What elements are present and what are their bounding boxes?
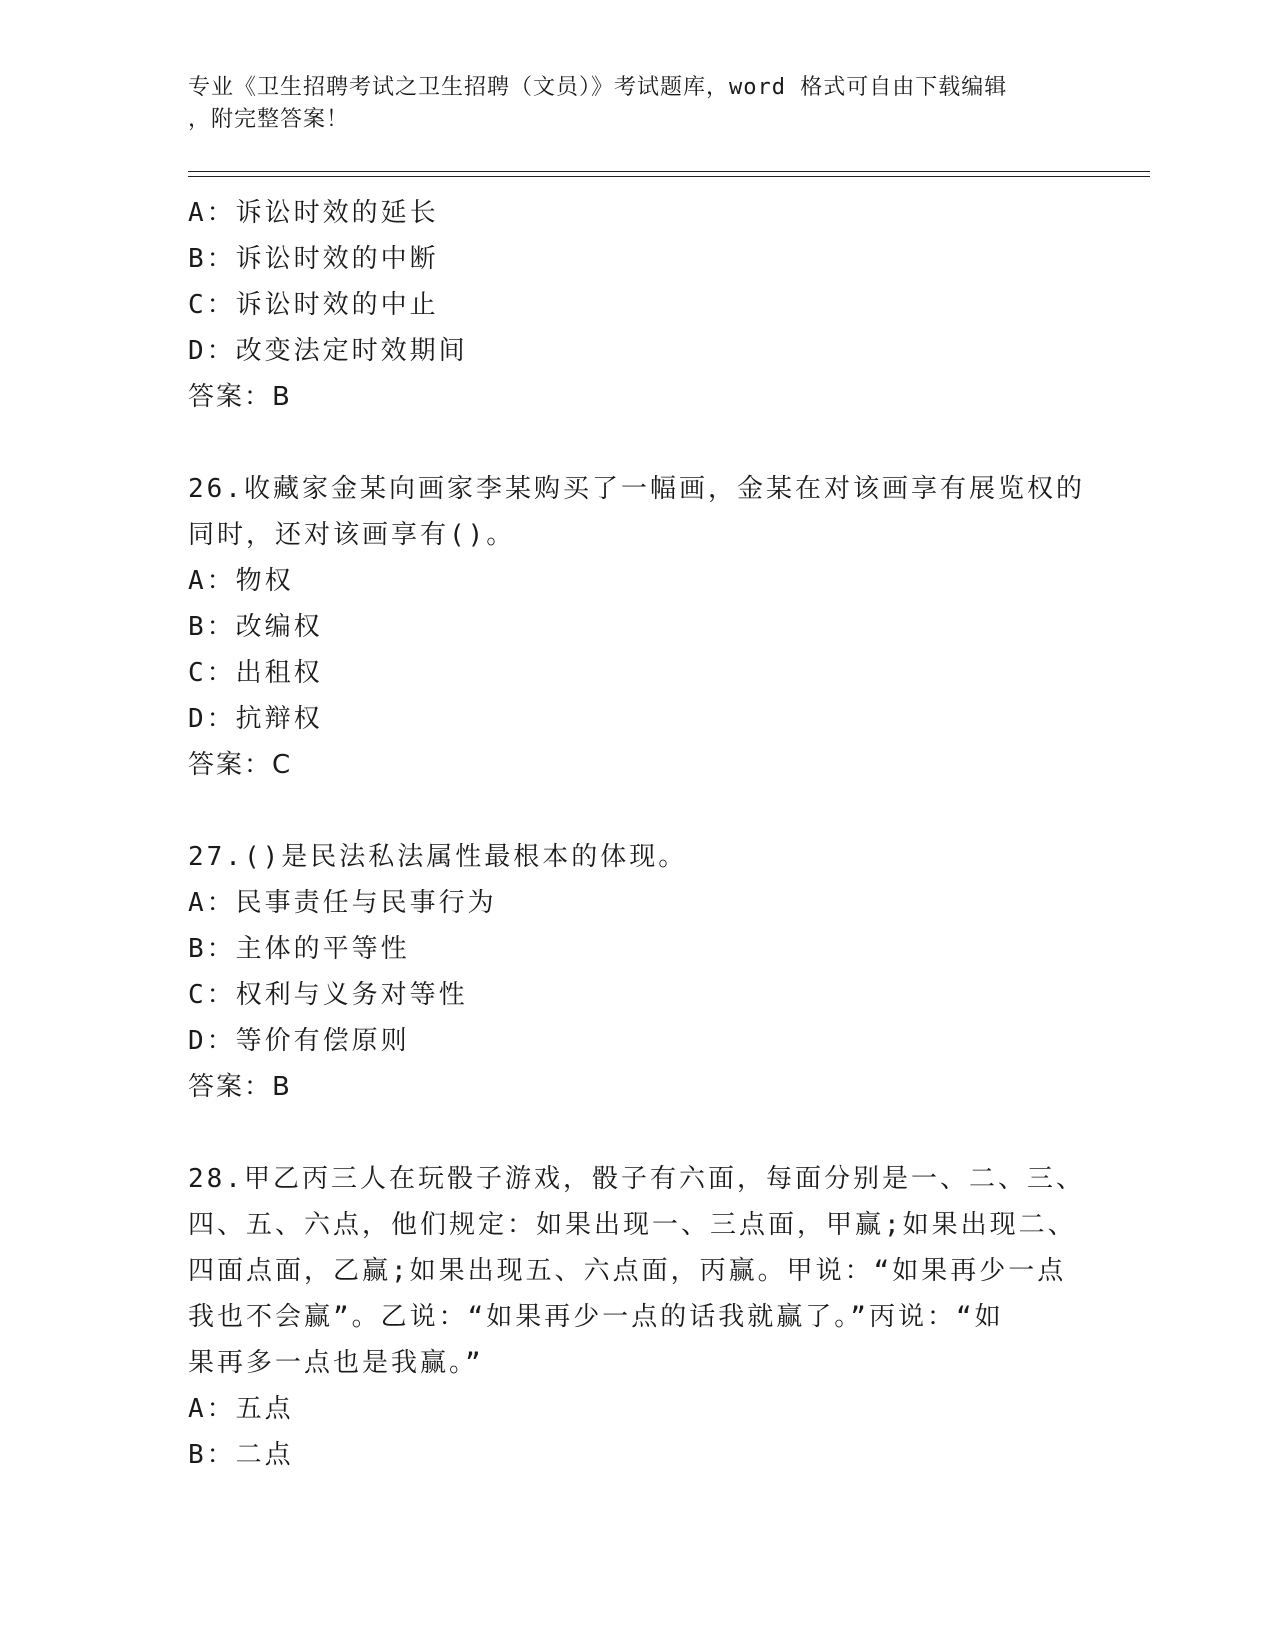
- header-rule-top: [188, 171, 1150, 172]
- option-a: A：民事责任与民事行为: [188, 888, 497, 918]
- answer: 答案：B: [188, 1072, 292, 1102]
- question-stem-line: 果再多一点也是我赢。”: [188, 1348, 484, 1378]
- option-b: B：诉讼时效的中断: [188, 244, 439, 274]
- header-rule-bottom: [188, 176, 1150, 177]
- answer: 答案：C: [188, 750, 293, 780]
- question-stem-line: 同时，还对该画享有()。: [188, 520, 516, 550]
- document-header: [188, 72, 1088, 136]
- question-stem-line: 四面点面，乙赢;如果出现五、六点面，丙赢。甲说：“如果再少一点: [188, 1256, 1067, 1286]
- question-stem-line: 我也不会赢”。乙说：“如果再少一点的话我就赢了。”丙说：“如: [188, 1302, 1004, 1332]
- question-stem-line: 四、五、六点，他们规定：如果出现一、三点面，甲赢;如果出现二、: [188, 1210, 1077, 1240]
- option-a: A：物权: [188, 566, 294, 596]
- question-stem-line: 28.甲乙丙三人在玩骰子游戏，骰子有六面，每面分别是一、二、三、: [188, 1164, 1085, 1194]
- question-stem-line: 27.()是民法私法属性最根本的体现。: [188, 842, 688, 872]
- question-list: [188, 190, 1088, 1478]
- question-28: [188, 1156, 1088, 1478]
- question-27: [188, 834, 1088, 1110]
- header-title-line-1: 专业《卫生招聘考试之卫生招聘（文员）》考试题库，word 格式可自由下载编辑: [188, 75, 1008, 100]
- option-c: C：诉讼时效的中止: [188, 290, 439, 320]
- option-a: A：五点: [188, 1394, 294, 1424]
- option-b: B：改编权: [188, 612, 323, 642]
- option-d: D：抗辩权: [188, 704, 323, 734]
- option-d: D：改变法定时效期间: [188, 336, 468, 366]
- question-26: [188, 466, 1088, 788]
- option-b: B：二点: [188, 1440, 294, 1470]
- question-25-options: [188, 190, 1088, 420]
- option-d: D：等价有偿原则: [188, 1026, 410, 1056]
- option-b: B：主体的平等性: [188, 934, 410, 964]
- option-a: A：诉讼时效的延长: [188, 198, 439, 228]
- answer: 答案：B: [188, 382, 292, 412]
- question-stem-line: 26.收藏家金某向画家李某购买了一幅画，金某在对该画享有展览权的: [188, 474, 1085, 504]
- option-c: C：权利与义务对等性: [188, 980, 468, 1010]
- option-c: C：出租权: [188, 658, 323, 688]
- header-title-line-2: ，附完整答案！: [188, 107, 350, 132]
